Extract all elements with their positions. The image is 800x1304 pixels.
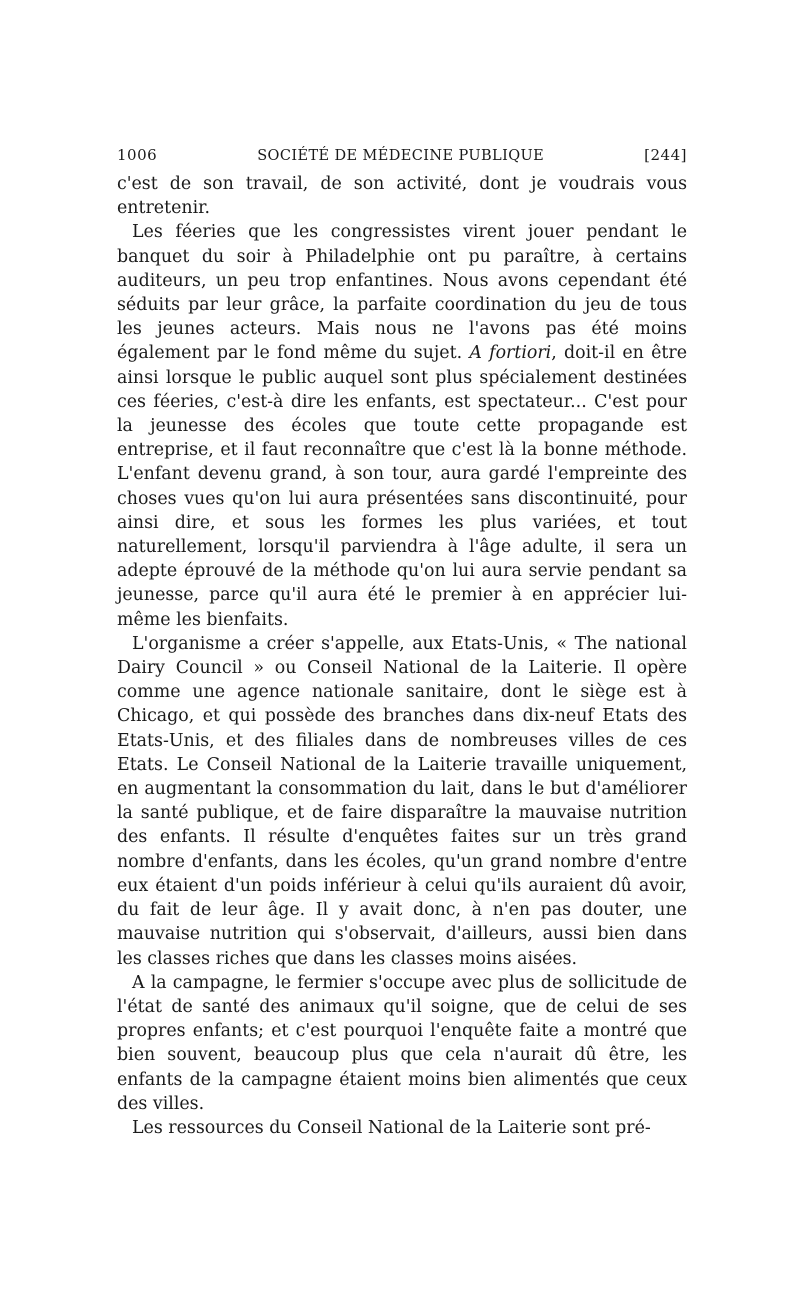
paragraph: L'organisme a créer s'appelle, aux Etats-Unis, « The national Dairy Council » ou Conseil National de la Laiterie. Il opère comme une agence nationale sanitaire, dont le siège est à Chicago, et qui possède des branches dans dix-neuf Etats des Etats-Unis, et des filiales dans de nombreuses villes de ces Etats. Le Conseil National de la Laiterie travaille uniquement, en augmentant la consommation du lait, dans le but d'améliorer la santé publique, et de faire disparaître la mauvaise nutrition des enfants. Il résulte d'enquêtes faites sur un très grand nombre d'enfants, dans les écoles, qu'un grand nombre d'entre eux étaient d'un poids inférieur à celui qu'ils auraient dû avoir, du fait de leur âge. Il y avait donc, à n'en pas douter, une mauvaise nutrition qui s'observait, d'ailleurs, aussi bien dans les classes riches que dans les classes moins aisées. [117, 633, 687, 969]
paragraph: A la campagne, le fermier s'occupe avec plus de sollicitude de l'état de santé des animaux qu'il soigne, que de celui de ses propres enfants; et c'est pourquoi l'enquête faite a montré que bien souvent, beaucoup plus que cela n'aurait dû être, les enfants de la campagne étaient moins bien alimentés que ceux des villes. [117, 972, 687, 1114]
page-number: 1006 [117, 146, 158, 164]
running-title: SOCIÉTÉ DE MÉDECINE PUBLIQUE [257, 148, 545, 164]
book-page [117, 140, 687, 1140]
paragraph: Les ressources du Conseil National de la Laiterie sont pré- [132, 1117, 651, 1138]
latin-phrase: A fortiori [469, 343, 552, 364]
section-marker: [244] [644, 146, 687, 164]
body-text [117, 172, 687, 1140]
paragraph: c'est de son travail, de son activité, dont je voudrais vous entretenir. [117, 174, 687, 219]
paragraph: Les féeries que les congressistes virent jouer pendant le banquet du soir à Philadelphie ont pu paraître, à certains auditeurs, un peu trop enfantines. Nous avons cependant été séduits par leur grâce, la parfaite coordination du jeu de tous les jeunes acteurs. Mais nous ne l'avons pas été moins également par le fond même du sujet. A fortiori, doit-il en être ainsi lorsque le public auquel sont plus spécialement destinées ces féeries, c'est-à dire les enfants, est spectateur... C'est pour la jeunesse des écoles que toute cette propagande est entreprise, et il faut reconnaître que c'est là la bonne méthode. L'enfant devenu grand, à son tour, aura gardé l'empreinte des choses vues qu'on lui aura présentées sans discontinuité, pour ainsi dire, et sous les formes les plus variées, et tout naturellement, lorsqu'il parviendra à l'âge adulte, il sera un adepte éprouvé de la méthode qu'on lui aura servie pendant sa jeunesse, parce qu'il aura été le premier à en apprécier lui-même les bienfaits. [117, 222, 687, 630]
page-header [117, 140, 687, 170]
